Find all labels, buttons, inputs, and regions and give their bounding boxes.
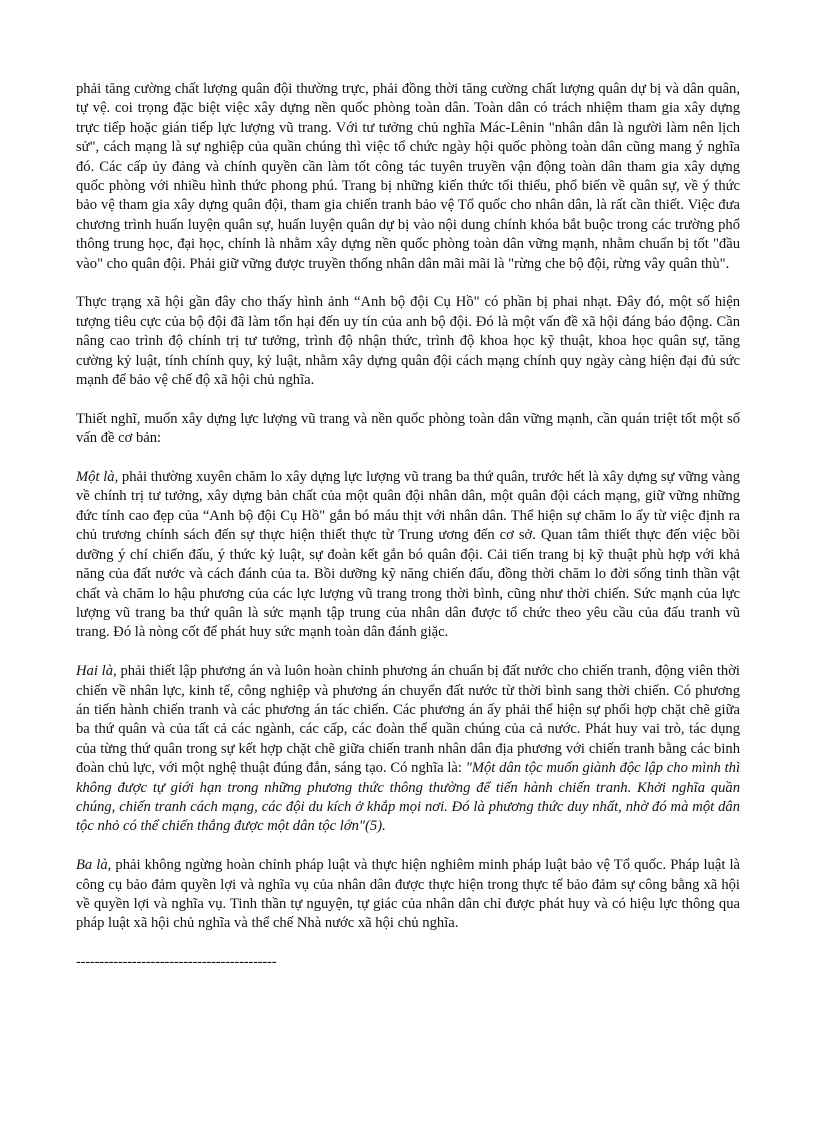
paragraph-2-text: Thực trạng xã hội gần đây cho thấy hình ảnh “Anh bộ đội Cụ Hồ" có phần bị phai nhạt. Đây đó, một số hiện tượng tiêu cực của bộ đội đã làm tổn hại đến uy tín của anh bộ đội. Đó là một vấn đề xã hội đáng báo động. Cần nâng cao trình độ chính trị tư tưởng, trình độ nhận thức, trình độ khoa học kỹ thuật, khoa học quân sự, tăng cường kỷ luật, tính chính quy, kỷ luật, nhằm xây dựng quân đội cách mạng chính quy ngày càng hiện đại đủ sức mạnh để bảo vệ chế độ xã hội chủ nghĩa. [76, 294, 740, 389]
paragraph-4-text: , phải thường xuyên chăm lo xây dựng lực lượng vũ trang ba thứ quân, trước hết là xây dựng sự vững vàng về chính trị tư tưởng, xây dựng bản chất của một quân đội nhân dân, một quân đội cách mạng, giữ vững những đức tính cao đẹp của “Anh bộ đội Cụ Hồ" gắn bó máu thịt với nhân dân. Thể hiện sự chăm lo ấy từ việc định ra chủ trương chính sách đến sự thực hiện thiết thực từ Trung ương đến cơ sở. Quan tâm thiết thực đến việc bồi dưỡng ý chí chiến đấu, ý thức kỷ luật, sự đoàn kết gắn bó quân đội. Cải tiến trang bị kỹ thuật phù hợp với khả năng của đất nước và cách đánh của ta. Bồi dưỡng kỹ năng chiến đấu, đồng thời chăm lo đời sống tinh thần vật chất và chăm lo hậu phương của các lực lượng vũ trang trong thời bình, cũng như thời chiến. Sức mạnh của lực lượng vũ trang ba thứ quân là sức mạnh tập trung của nhân dân được tổ chức theo yêu cầu của đấu tranh vũ trang. Đó là nòng cốt để phát huy sức mạnh toàn dân đánh giặc. [76, 469, 740, 641]
paragraph-5-quote: "Một dân tộc muốn giành độc lập cho mình thì không được tự giới hạn trong những phương thức thông thường để tiến hành chiến tranh. Khởi nghĩa quần chúng, chiến tranh cách mạng, các đội du kích ở khắp mọi nơi. Đó là phương thức duy nhất, nhờ đó mà một dân tộc nhỏ có thể chiến thắng được một dân tộc lớn"(5). [76, 760, 741, 835]
paragraph-5-text: , phải thiết lập phương án và luôn hoàn chỉnh phương án chuẩn bị đất nước cho chiến tranh, động viên thời chiến về nhân lực, kinh tế, công nghiệp và phương án chuyển đất nước từ thời bình sang thời chiến. Có phương án tiến hành chiến tranh và các phương án tác chiến. Các phương án ấy phải thể hiện sự phối hợp chặt chẽ giữa ba thứ quân và của tất cả các ngành, các cấp, các đoàn thể quần chúng của cả nước. Phát huy vai trò, tác dụng của từng thứ quân trong sự kết hợp chặt chẽ giữa chiến tranh nhân dân địa phương với chiến tranh bằng các binh đoàn chủ lực, với một nghệ thuật đúng đắn, sáng tạo. Có nghĩa là: [76, 663, 740, 777]
paragraph-6-text: , phải không ngừng hoàn chỉnh pháp luật và thực hiện nghiêm minh pháp luật bảo vệ Tổ quốc. Pháp luật là công cụ bảo đảm quyền lợi và nghĩa vụ của nhân dân được thực hiện trong thực tế bảo đảm sự công bằng xã hội về quyền lợi và nghĩa vụ. Tinh thần tự nguyện, tự giác của nhân dân chỉ được phát huy và có hiệu lực thông qua pháp luật xã hội chủ nghĩa và thể chế Nhà nước xã hội chủ nghĩa. [76, 857, 740, 932]
paragraph-1 [76, 80, 740, 274]
paragraph-6-lead: Ba là [76, 857, 108, 874]
paragraph-2 [76, 293, 740, 390]
document-body [76, 80, 740, 973]
paragraph-4 [76, 468, 740, 643]
paragraph-4-lead: Một là [76, 469, 115, 486]
paragraph-1-text: phải tăng cường chất lượng quân đội thường trực, phải đồng thời tăng cường chất lượng quân dự bị và dân quân, tự vệ. coi trọng đặc biệt việc xây dựng nền quốc phòng toàn dân. Toàn dân có trách nhiệm tham gia xây dựng trực tiếp hoặc gián tiếp lực lượng vũ trang. Với tư tưởng chủ nghĩa Mác-Lênin "nhân dân là người làm nên lịch sử", cách mạng là sự nghiệp của quần chúng thì việc tổ chức ngày hội quốc phòng toàn dân cũng mang ý nghĩa đó. Các cấp ủy đảng và chính quyền cần làm tốt công tác tuyên truyền vận động toàn dân tham gia xây dựng quốc phòng với nhiều hình thức phong phú. Trang bị những kiến thức tối thiểu, phổ biến về quân sự, về ý thức bảo vệ tham gia xây dựng quân đội, tham gia chiến tranh bảo vệ Tổ quốc cho nhân dân, là rất cần thiết. Việc đưa chương trình huấn luyện quân sự, huấn luyện quân dự bị vào nội dung chính khóa bắt buộc trong các trường phổ thông trung học, đại học, chính là nhằm xây dựng nền quốc phòng toàn dân vững mạnh, nhằm chuẩn bị tốt "đầu vào" cho quân đội. Phải giữ vững được truyền thống nhân dân mãi mãi là "rừng che bộ đội, rừng vây quân thù". [76, 81, 740, 272]
paragraph-5-lead: Hai là [76, 663, 114, 680]
paragraph-6 [76, 856, 740, 934]
paragraph-5 [76, 662, 740, 837]
paragraph-3 [76, 410, 740, 449]
footnote-separator: ------------------------------------------- [76, 954, 277, 971]
paragraph-3-text: Thiết nghĩ, muốn xây dựng lực lượng vũ trang và nền quốc phòng toàn dân vững mạnh, cần quán triệt tốt một số vấn đề cơ bản: [76, 410, 740, 447]
